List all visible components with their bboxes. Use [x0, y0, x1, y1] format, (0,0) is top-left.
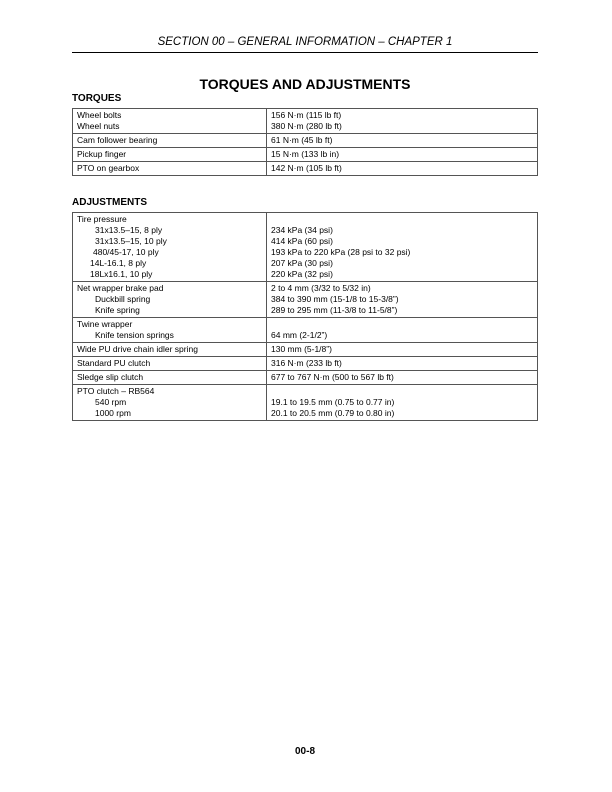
adjustment-item-cell	[73, 318, 267, 343]
torque-item: PTO on gearbox	[77, 163, 140, 173]
torque-item-cell	[73, 148, 267, 162]
pto-clutch-heading: PTO clutch – RB564	[77, 386, 155, 396]
net-wrapper-heading: Net wrapper brake pad	[77, 283, 164, 293]
table-row	[73, 371, 538, 385]
tire-size: 31x13.5–15, 10 ply	[95, 236, 167, 246]
torque-item: Wheel nuts	[77, 121, 120, 131]
pto-clutch-value: 19.1 to 19.5 mm (0.75 to 0.77 in)	[271, 397, 395, 407]
adjustment-value-cell	[267, 371, 538, 385]
adjustment-item-cell	[73, 282, 267, 318]
torque-item-cell	[73, 162, 267, 176]
pto-clutch-value: 20.1 to 20.5 mm (0.79 to 0.80 in)	[271, 408, 395, 418]
adjustment-item: Sledge slip clutch	[77, 372, 144, 382]
torques-section-title: TORQUES	[72, 93, 122, 104]
adjustment-value-cell	[267, 213, 538, 282]
adjustment-item-cell	[73, 343, 267, 357]
tire-size: 18Lx16.1, 10 ply	[90, 269, 153, 279]
torque-value-cell	[267, 162, 538, 176]
adjustment-item: Wide PU drive chain idler spring	[77, 344, 198, 354]
table-row	[73, 282, 538, 318]
pto-clutch-item: 1000 rpm	[95, 408, 131, 418]
torque-item-cell	[73, 109, 267, 134]
adjustment-value: 677 to 767 N·m (500 to 567 lb ft)	[271, 372, 394, 382]
tire-pressure-value: 234 kPa (34 psi)	[271, 225, 333, 235]
adjustment-item-cell	[73, 371, 267, 385]
tire-pressure-value: 193 kPa to 220 kPa (28 psi to 32 psi)	[271, 247, 411, 257]
net-wrapper-heading-value: 2 to 4 mm (3/32 to 5/32 in)	[271, 283, 371, 293]
torque-value-cell	[267, 109, 538, 134]
page-number: 00-8	[294, 746, 315, 757]
net-wrapper-item: Duckbill spring	[95, 294, 151, 304]
running-header: SECTION 00 – GENERAL INFORMATION – CHAPTER 1	[157, 36, 453, 48]
torque-item-cell	[73, 134, 267, 148]
torque-value: 15 N·m (133 lb in)	[271, 149, 340, 159]
adjustment-item-cell	[73, 357, 267, 371]
header-rule	[72, 52, 538, 53]
torques-table	[72, 108, 538, 176]
torque-value: 142 N·m (105 lb ft)	[271, 163, 342, 173]
tire-pressure-value: 414 kPa (60 psi)	[271, 236, 333, 246]
table-row	[73, 109, 538, 134]
adjustment-value-cell	[267, 385, 538, 421]
torque-item: Pickup finger	[77, 149, 127, 159]
torque-value-cell	[267, 148, 538, 162]
adjustment-value-cell	[267, 282, 538, 318]
adjustments-section-title: ADJUSTMENTS	[72, 197, 148, 208]
tire-size: 480/45-17, 10 ply	[93, 247, 159, 257]
tire-pressure-value: 220 kPa (32 psi)	[271, 269, 333, 279]
adjustment-item: Standard PU clutch	[77, 358, 151, 368]
table-row	[73, 343, 538, 357]
adjustment-value-cell	[267, 357, 538, 371]
adjustment-item-cell	[73, 385, 267, 421]
adjustments-table	[72, 212, 538, 421]
table-row	[73, 357, 538, 371]
page-title: TORQUES AND ADJUSTMENTS	[199, 76, 411, 92]
table-row	[73, 134, 538, 148]
table-row	[73, 318, 538, 343]
torque-value: 61 N·m (45 lb ft)	[271, 135, 333, 145]
torque-item: Wheel bolts	[77, 110, 122, 120]
table-row	[73, 148, 538, 162]
table-row	[73, 162, 538, 176]
adjustment-value-cell	[267, 343, 538, 357]
twine-wrapper-value: 64 mm (2-1/2”)	[271, 330, 328, 340]
tire-pressure-heading: Tire pressure	[77, 214, 127, 224]
table-row	[73, 385, 538, 421]
pto-clutch-item: 540 rpm	[95, 397, 127, 407]
adjustment-item-cell	[73, 213, 267, 282]
net-wrapper-item: Knife spring	[95, 305, 140, 315]
torque-value-cell	[267, 134, 538, 148]
torque-item: Cam follower bearing	[77, 135, 158, 145]
torque-value: 156 N·m (115 lb ft)	[271, 110, 342, 120]
adjustment-value: 316 N·m (233 lb ft)	[271, 358, 342, 368]
tire-pressure-value: 207 kPa (30 psi)	[271, 258, 333, 268]
twine-wrapper-item: Knife tension springs	[95, 330, 174, 340]
twine-wrapper-heading: Twine wrapper	[77, 319, 133, 329]
net-wrapper-value: 384 to 390 mm (15-1/8 to 15-3/8”)	[271, 294, 399, 304]
adjustment-value-cell	[267, 318, 538, 343]
tire-size: 31x13.5–15, 8 ply	[95, 225, 163, 235]
tire-size: 14L-16.1, 8 ply	[90, 258, 147, 268]
table-row	[73, 213, 538, 282]
adjustment-value: 130 mm (5-1/8”)	[271, 344, 332, 354]
net-wrapper-value: 289 to 295 mm (11-3/8 to 11-5/8”)	[271, 305, 398, 315]
torque-value: 380 N·m (280 lb ft)	[271, 121, 342, 131]
